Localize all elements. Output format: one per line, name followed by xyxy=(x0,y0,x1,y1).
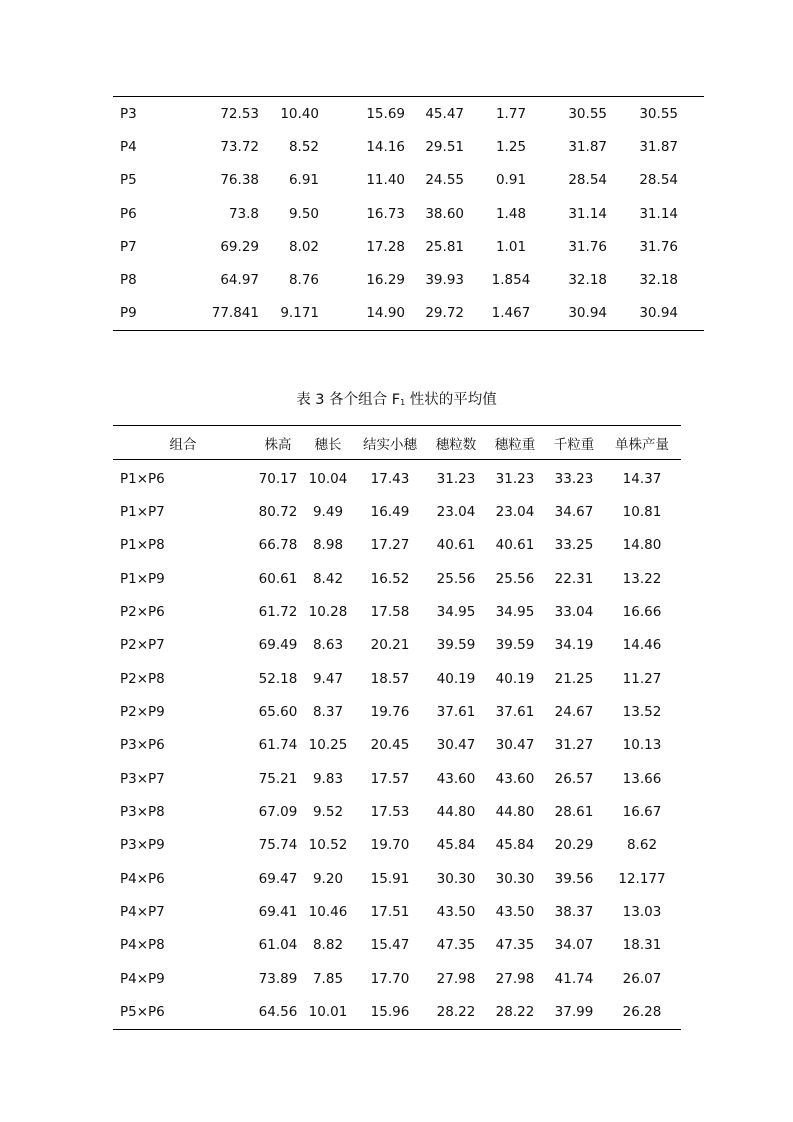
table-cell: 43.50 xyxy=(436,904,476,921)
table-cell: 80.72 xyxy=(258,504,298,521)
table-cell: 69.41 xyxy=(258,904,298,921)
table-cell: 66.78 xyxy=(258,537,298,554)
table-cell: 27.98 xyxy=(495,970,535,987)
parent-traits-body xyxy=(113,97,704,331)
table-cell: 6.91 xyxy=(288,172,319,189)
table-cell: 8.37 xyxy=(312,704,344,721)
table-cell: 1.77 xyxy=(495,105,527,122)
table-cell: 64.56 xyxy=(258,1004,298,1021)
table-cell: 47.35 xyxy=(436,937,476,954)
table-cell: 31.23 xyxy=(495,470,535,487)
table-cell: 26.28 xyxy=(622,1004,662,1021)
table-cell: 23.04 xyxy=(436,504,476,521)
table-row xyxy=(113,595,681,628)
table-row xyxy=(113,130,704,163)
table-cell: 31.23 xyxy=(436,470,476,487)
table-cell: 65.60 xyxy=(258,704,298,721)
table-cell: 31.87 xyxy=(639,138,678,155)
row-label: P5×P6 xyxy=(120,1004,165,1021)
table-cell: 19.76 xyxy=(370,704,410,721)
table-cell: 17.57 xyxy=(370,770,410,787)
row-label: P2×P7 xyxy=(120,637,165,654)
table-cell: 1.467 xyxy=(491,305,531,322)
table-cell: 18.57 xyxy=(370,670,410,687)
header-grains-per-spike: 穗粒数 xyxy=(427,426,485,460)
table-cell: 29.72 xyxy=(425,305,464,322)
table-cell: 9.52 xyxy=(312,804,344,821)
table-cell: 37.61 xyxy=(436,704,476,721)
table-cell: 21.25 xyxy=(554,670,594,687)
table-cell: 76.38 xyxy=(220,172,259,189)
table-cell: 25.81 xyxy=(425,238,464,255)
table-cell: 8.82 xyxy=(312,937,344,954)
table-cell: 24.67 xyxy=(554,704,594,721)
table-cell: 37.99 xyxy=(554,1004,594,1021)
table-cell: 69.47 xyxy=(258,870,298,887)
row-label: P3 xyxy=(120,105,137,122)
row-label: P2×P8 xyxy=(120,670,165,687)
table-cell: 33.25 xyxy=(554,537,594,554)
table3-title-prefix: 表 3 各个组合 F xyxy=(296,392,401,408)
header-plant-height: 株高 xyxy=(253,426,303,460)
row-label: P3×P9 xyxy=(120,837,165,854)
table-row xyxy=(113,562,681,595)
row-label: P9 xyxy=(120,305,137,322)
row-label: P2×P6 xyxy=(120,604,165,621)
row-label: P3×P7 xyxy=(120,770,165,787)
table-cell: 17.51 xyxy=(370,904,410,921)
table-cell: 28.22 xyxy=(436,1004,476,1021)
table-cell: 34.95 xyxy=(495,604,535,621)
table-cell: 13.22 xyxy=(622,570,662,587)
table-cell: 1.25 xyxy=(495,138,527,155)
row-label: P4 xyxy=(120,138,137,155)
table-cell: 73.72 xyxy=(220,138,259,155)
table-cell: 41.74 xyxy=(554,970,594,987)
table-cell: 10.25 xyxy=(308,737,348,754)
table-cell: 39.93 xyxy=(425,272,464,289)
table-row xyxy=(113,695,681,728)
table-cell: 69.29 xyxy=(220,238,259,255)
table-cell: 30.47 xyxy=(436,737,476,754)
table-cell: 34.19 xyxy=(554,637,594,654)
table-cell: 39.56 xyxy=(554,870,594,887)
table-cell: 17.27 xyxy=(370,537,410,554)
table-cell: 7.85 xyxy=(312,970,344,987)
table-cell: 60.61 xyxy=(258,570,298,587)
table-cell: 44.80 xyxy=(436,804,476,821)
table-cell: 10.28 xyxy=(308,604,348,621)
table-cell: 8.52 xyxy=(288,138,319,155)
table-row xyxy=(113,929,681,962)
row-label: P7 xyxy=(120,238,137,255)
table-cell: 16.66 xyxy=(622,604,662,621)
table-cell: 40.61 xyxy=(436,537,476,554)
table-row xyxy=(113,795,681,828)
table-cell: 9.50 xyxy=(288,205,319,222)
table-cell: 8.63 xyxy=(312,637,344,654)
table-cell: 45.47 xyxy=(425,105,464,122)
table-cell: 26.07 xyxy=(622,970,662,987)
row-label: P4×P6 xyxy=(120,870,165,887)
table-cell: 29.51 xyxy=(425,138,464,155)
table-cell: 34.67 xyxy=(554,504,594,521)
table-cell: 44.80 xyxy=(495,804,535,821)
table-cell: 30.55 xyxy=(568,105,607,122)
table-cell: 39.59 xyxy=(436,637,476,654)
table-cell: 38.60 xyxy=(425,205,464,222)
table-cell: 34.95 xyxy=(436,604,476,621)
row-label: P1×P7 xyxy=(120,504,165,521)
table-cell: 31.76 xyxy=(639,238,678,255)
table-cell: 75.21 xyxy=(258,770,298,787)
header-yield-per-plant: 单株产量 xyxy=(603,426,681,460)
table-cell: 17.28 xyxy=(366,238,405,255)
table-cell: 69.49 xyxy=(258,637,298,654)
table-cell: 22.31 xyxy=(554,570,594,587)
table-cell: 1.48 xyxy=(495,205,527,222)
header-spike-length: 穗长 xyxy=(303,426,353,460)
table-cell: 39.59 xyxy=(495,637,535,654)
table-row xyxy=(113,962,681,995)
table-cell: 61.74 xyxy=(258,737,298,754)
table-cell: 14.90 xyxy=(366,305,405,322)
table-cell: 30.30 xyxy=(436,870,476,887)
table-cell: 14.80 xyxy=(622,537,662,554)
table-cell: 32.18 xyxy=(568,272,607,289)
table-cell: 0.91 xyxy=(495,172,527,189)
row-label: P6 xyxy=(120,205,137,222)
table-cell: 30.47 xyxy=(495,737,535,754)
table-cell: 10.46 xyxy=(308,904,348,921)
table-row xyxy=(113,662,681,695)
table-row xyxy=(113,197,704,230)
table-cell: 10.52 xyxy=(308,837,348,854)
parent-traits-table xyxy=(113,96,704,331)
table-cell: 19.70 xyxy=(370,837,410,854)
table-cell: 13.66 xyxy=(622,770,662,787)
table-cell: 9.47 xyxy=(312,670,344,687)
table-cell: 73.8 xyxy=(228,205,259,222)
table-cell: 15.91 xyxy=(370,870,410,887)
table-cell: 33.23 xyxy=(554,470,594,487)
table-cell: 28.54 xyxy=(568,172,607,189)
table-cell: 30.94 xyxy=(639,305,678,322)
table-cell: 9.171 xyxy=(280,305,319,322)
table-cell: 61.04 xyxy=(258,937,298,954)
table-cell: 20.45 xyxy=(370,737,410,754)
table-cell: 43.60 xyxy=(436,770,476,787)
table-cell: 16.49 xyxy=(370,504,410,521)
table-row xyxy=(113,895,681,928)
table-cell: 14.46 xyxy=(622,637,662,654)
table-cell: 43.50 xyxy=(495,904,535,921)
table-cell: 45.84 xyxy=(495,837,535,854)
table-cell: 9.83 xyxy=(312,770,344,787)
table-cell: 10.01 xyxy=(308,1004,348,1021)
header-grain-weight-per-spike: 穗粒重 xyxy=(485,426,545,460)
table-row xyxy=(113,862,681,895)
table-cell: 30.94 xyxy=(568,305,607,322)
table-cell: 31.14 xyxy=(568,205,607,222)
table-cell: 47.35 xyxy=(495,937,535,954)
table-cell: 37.61 xyxy=(495,704,535,721)
row-label: P4×P8 xyxy=(120,937,165,954)
f1-combination-table xyxy=(113,425,681,1030)
table-cell: 31.87 xyxy=(568,138,607,155)
table-cell: 9.20 xyxy=(312,870,344,887)
table-cell: 25.56 xyxy=(495,570,535,587)
table-cell: 27.98 xyxy=(436,970,476,987)
table-cell: 61.72 xyxy=(258,604,298,621)
table-cell: 28.54 xyxy=(639,172,678,189)
table-cell: 52.18 xyxy=(258,670,298,687)
table-cell: 23.04 xyxy=(495,504,535,521)
table-cell: 70.17 xyxy=(258,470,298,487)
table-cell: 72.53 xyxy=(220,105,259,122)
table-cell: 17.53 xyxy=(370,804,410,821)
table-cell: 30.55 xyxy=(639,105,678,122)
table-cell: 25.56 xyxy=(436,570,476,587)
table-cell: 1.01 xyxy=(495,238,527,255)
table-cell: 67.09 xyxy=(258,804,298,821)
table-cell: 38.37 xyxy=(554,904,594,921)
table-cell: 13.03 xyxy=(622,904,662,921)
table-row xyxy=(113,164,704,197)
row-label: P2×P9 xyxy=(120,704,165,721)
header-thousand-grain-weight: 千粒重 xyxy=(545,426,603,460)
table-cell: 20.29 xyxy=(554,837,594,854)
header-fertile-spikelets: 结实小穗 xyxy=(353,426,427,460)
table-cell: 17.58 xyxy=(370,604,410,621)
table-cell: 24.55 xyxy=(425,172,464,189)
table-cell: 13.52 xyxy=(622,704,662,721)
table-cell: 30.30 xyxy=(495,870,535,887)
table-cell: 10.40 xyxy=(280,105,319,122)
table-cell: 10.81 xyxy=(622,504,662,521)
table-cell: 33.04 xyxy=(554,604,594,621)
row-label: P3×P6 xyxy=(120,737,165,754)
table-cell: 11.40 xyxy=(366,172,405,189)
table-cell: 20.21 xyxy=(370,637,410,654)
table-cell: 10.13 xyxy=(622,737,662,754)
table-row xyxy=(113,495,681,528)
row-label: P1×P9 xyxy=(120,570,165,587)
row-label: P1×P6 xyxy=(120,470,165,487)
table-row xyxy=(113,297,704,331)
table-cell: 17.70 xyxy=(370,970,410,987)
table-cell: 15.47 xyxy=(370,937,410,954)
header-combination: 组合 xyxy=(113,426,253,460)
table-row xyxy=(113,996,681,1030)
table3-title-subscript: 1 xyxy=(400,398,406,407)
table-cell: 77.841 xyxy=(211,305,259,322)
table-cell: 31.14 xyxy=(639,205,678,222)
table-row xyxy=(113,629,681,662)
row-label: P3×P8 xyxy=(120,804,165,821)
table-cell: 73.89 xyxy=(258,970,298,987)
table3-title xyxy=(0,388,793,409)
table-cell: 31.27 xyxy=(554,737,594,754)
table-row xyxy=(113,762,681,795)
table-row xyxy=(113,263,704,296)
table-row xyxy=(113,97,704,131)
table-cell: 40.19 xyxy=(495,670,535,687)
table-cell: 28.61 xyxy=(554,804,594,821)
row-label: P1×P8 xyxy=(120,537,165,554)
table-cell: 8.76 xyxy=(288,272,319,289)
table-cell: 9.49 xyxy=(312,504,344,521)
table-cell: 16.29 xyxy=(366,272,405,289)
table-cell: 28.22 xyxy=(495,1004,535,1021)
row-label: P5 xyxy=(120,172,137,189)
table-cell: 15.96 xyxy=(370,1004,410,1021)
table-cell: 40.61 xyxy=(495,537,535,554)
table-cell: 14.37 xyxy=(622,470,662,487)
table-cell: 8.98 xyxy=(312,537,344,554)
table-cell: 34.07 xyxy=(554,937,594,954)
table-cell: 31.76 xyxy=(568,238,607,255)
table-cell: 75.74 xyxy=(258,837,298,854)
table3-title-suffix: 性状的平均值 xyxy=(405,392,497,408)
table-cell: 8.02 xyxy=(288,238,319,255)
table-cell: 8.62 xyxy=(626,837,658,854)
row-label: P4×P9 xyxy=(120,970,165,987)
table-row xyxy=(113,529,681,562)
table-cell: 43.60 xyxy=(495,770,535,787)
row-label: P8 xyxy=(120,272,137,289)
table-cell: 16.67 xyxy=(622,804,662,821)
f1-combination-body xyxy=(113,460,681,1030)
table-row xyxy=(113,230,704,263)
table-cell: 15.69 xyxy=(366,105,405,122)
table-cell: 26.57 xyxy=(554,770,594,787)
table-row xyxy=(113,729,681,762)
table-cell: 14.16 xyxy=(366,138,405,155)
table-cell: 11.27 xyxy=(622,670,662,687)
table-cell: 18.31 xyxy=(622,937,662,954)
table-cell: 12.177 xyxy=(618,870,666,887)
table-cell: 32.18 xyxy=(639,272,678,289)
table-cell: 64.97 xyxy=(220,272,259,289)
table-cell: 17.43 xyxy=(370,470,410,487)
table-cell: 16.73 xyxy=(366,205,405,222)
table3-header-row xyxy=(113,426,681,460)
table-cell: 45.84 xyxy=(436,837,476,854)
table-row xyxy=(113,460,681,496)
table-cell: 40.19 xyxy=(436,670,476,687)
table-cell: 16.52 xyxy=(370,570,410,587)
table-row xyxy=(113,829,681,862)
table-cell: 10.04 xyxy=(308,470,348,487)
row-label: P4×P7 xyxy=(120,904,165,921)
table-cell: 8.42 xyxy=(312,570,344,587)
table-cell: 1.854 xyxy=(491,272,531,289)
